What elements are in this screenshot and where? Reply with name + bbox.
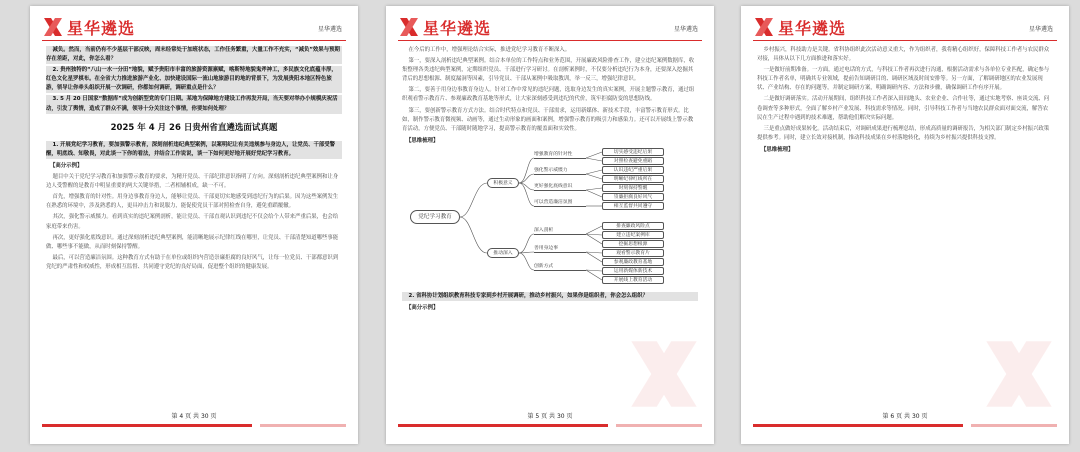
mindmap-child: 更好强化底线意识 (534, 183, 586, 191)
brand-x-logo-icon (398, 16, 420, 38)
brand-logo-text: 星华遴选 (423, 19, 492, 38)
body-paragraph: 三是重点做好成果转化。活动结束后，对调研成果进行梳理总结，形成高质量的调研报告，为相关部门制定乡村振兴政策提供参考。同时，建立长效对接机制，推动科技成果在乡村落地转化，持续为乡村振兴提供科技支撑。 (757, 125, 1050, 141)
brand-x-logo-icon (753, 16, 775, 38)
body-paragraph: 其次，强化警示威慑力。看到真实的违纪案例剖析，能让党员、干部直观认识到违纪不仅会给个人带来严重后果，也会给家庭带来伤害。 (46, 214, 339, 230)
mindmap-branch: 推动深入 (487, 248, 519, 258)
mindmap-detail: 参观廉政教育基地 (602, 258, 664, 266)
mindmap-detail: 建立违纪案例库 (602, 231, 664, 239)
mindmap-child: 深入剖析 (534, 227, 586, 235)
mindmap-label: 【思维梳理】 (761, 146, 794, 153)
page-header (753, 16, 1057, 38)
highlighted-paragraph: 3. 5 月 20 日国家“数据库”成为创新型党的专门日期。某地为保障地方建设工作再发开局，当天要对举办小规模庆祝活动，引发了舆情，造成了群众不满，领导十分关注这个事情，你要如何处理？ (46, 95, 342, 113)
watermark-x-icon (979, 334, 1059, 414)
body-paragraph: 题目中关于党纪学习教育和加强警示教育的要求，为精开党员、干部纪律意识指明了方向。深刻剖析违纪典型案例和让身边人受警醒的是教育中明显重要的两大关键举措，二者相辅相成，缺一不可。 (46, 174, 339, 190)
footer-bar-red (753, 424, 963, 427)
header-divider (398, 40, 702, 41)
brand-logo-text: 星华遴选 (67, 19, 136, 38)
footer-bar-red (42, 424, 252, 427)
body-paragraph: 一是做好前期准备。一方面，通过电话的方式，与科技工作者再次进行沟通，根据活动需求与各单位专业匹配，确定参与科技工作者名单，明确其专业领域，提前告知调研目的、调研区域及时间安排等。另一方面，了解调研地区的农业发展现状、产业结构、存在的问题等，并制定调研方案，明确调研内容、方法和步骤，确保调研工作有序开展。 (757, 67, 1050, 92)
mindmap-detail: 相互监督共同遵守 (602, 202, 664, 210)
page-body (757, 46, 1053, 157)
mindmap-root: 党纪学习教育 (410, 210, 460, 224)
page-number: 第 4 页 共 30 页 (171, 413, 217, 420)
mindmap-detail: 对照检查避免重蹈 (602, 157, 664, 165)
page-header (42, 16, 346, 38)
footer-bar-pink (971, 424, 1057, 427)
page-header (398, 16, 702, 38)
highlighted-paragraph: 减负。然而，当前仍有不少基层干部反映，周末经常处于加班状态，工作任务繁重，大量工作不充实，“减负”效果与预期存在差距，对此，你怎么看？ (46, 46, 342, 64)
mindmap-detail: 观看警示教育片 (602, 249, 664, 257)
mindmap-detail: 崇廉拒腐良好风气 (602, 193, 664, 201)
body-paragraph: 最后，可以营造廉洁氛围。这种教育方式有助于在单位或组织内营造崇廉拒腐的良好风气，让每一位党员、干部都意识到党纪的严肃性和权威性，形成相互监督、共同遵守党纪的良好局面，促进整个组织的健康发展。 (46, 254, 339, 270)
mindmap-child: 创新方式 (534, 263, 586, 271)
brand-logo-text: 星华遴选 (778, 19, 847, 38)
mindmap-child: 强化警示威慑力 (534, 167, 586, 175)
mindmap-detail: 挖掘思想根源 (602, 240, 664, 248)
footer-bar-red (398, 424, 608, 427)
body-paragraph: 第三，要创新警示教育方式方法。结合时代特点和党员、干部需求，运用新媒体、新技术手段，丰富警示教育形式。比如，制作警示教育微视频、动画等，通过生动形象的画面和案例，增强警示教育的吸引力和感染力。还可以开展线上警示教育活动，方便党员、干部随时随地学习，提高警示教育的覆盖面和实效性。 (402, 107, 694, 132)
document-page-5 (386, 6, 714, 444)
document-page-6 (741, 6, 1069, 444)
question-2: 2. 省科协计划组织教育科技专家到乡村开展调研，推动乡村振兴，如果你是组织者，你会怎么组织？ (402, 292, 698, 301)
header-right-label: 星华遴选 (317, 26, 342, 33)
mindmap-detail: 开展线上教育活动 (602, 276, 664, 284)
body-paragraph: 乡村振兴，科技助力是关键。省科协组织此次活动意义重大，作为组织者，我将精心组织好，保障科技工作者与农民群众对接，具体从以下几方面推进和落实好。 (757, 47, 1050, 63)
highlighted-paragraph: 2. 贵州独特的“八山一水一分田”地貌，赋予贵阳市丰富的旅游资源禀赋，喀斯特地貌鬼斧神工，多民族文化底蕴丰厚，红色文化星罗棋布。在全省大力推进旅游产业化、加快建设国际一流山地旅游目的地的背景下，为发展贵阳本地区特色旅游，领导让你牵头组织开展一次调研，你都如何调研，调研重点是什么？ (46, 66, 342, 93)
mindmap-detail: 排查廉政风险点 (602, 222, 664, 230)
footer-bar-pink (260, 424, 346, 427)
mindmap-label: 【思维梳理】 (406, 137, 439, 144)
mindmap-detail: 切实感受违纪后果 (602, 148, 664, 156)
document-page-4 (30, 6, 358, 444)
sample-answer-label: 【高分示例】 (406, 305, 439, 312)
body-paragraph: 第二，要善于用身边事教育身边人。针对工作中常见的违纪问题，选取身边发生的真实案例，开展主题警示教育，通过组织观看警示教育片、参观廉政教育基地等形式，让大家深刻感受到违纪的代价，筑牢拒腐防变的思想防线。 (402, 87, 695, 103)
mindmap-child: 增强教育的针对性 (534, 151, 586, 159)
header-right-label: 星华遴选 (1028, 26, 1053, 33)
mindmap-detail: 时刻保持警醒 (602, 184, 664, 192)
body-paragraph: 第一，要深入剖析违纪典型案例。结合本单位的工作特点和业务范围，开展廉政风险排查工作，建立违纪案例数据库，收集整理各类违纪典型案例，定期组织党员、干部进行学习研讨。在剖析案例时，不仅要分析违纪行为本身，还要深入挖掘其背后的思想根源、制度漏洞等因素，引导党员、干部从案例中吸取教训，举一反三，增强纪律意识。 (402, 58, 695, 83)
footer-bar-pink (616, 424, 702, 427)
question-1: 1. 开展党纪学习教育，要加强警示教育，深刻剖析违纪典型案例，以案明纪让有关违规参与身边人，让党员、干部受警醒，明底线、知敬畏，对此谈一下你的看法，并结合工作说说，谈一下如何更好地开展好党纪学习教育。 (46, 141, 342, 159)
brand-x-logo-icon (42, 16, 64, 38)
body-paragraph: 再次，更好强化底线意识。通过深刻剖析违纪典型案例，能清晰地展示纪律红线在哪里，让党员、干部清楚知道哪些事能做、哪些事不能做，从而时刻保持警醒。 (46, 234, 339, 250)
exam-title: 2025 年 4 月 26 日贵州省直遴选面试真题 (110, 122, 278, 133)
header-right-label: 星华遴选 (673, 26, 698, 33)
body-paragraph: 首先，增强教育的针对性。用身边事教育身边人，能够让党员、干部更切实地感受到违纪行为的后果。因为这些案例发生在熟悉的环境中，涉及熟悉的人，更具冲击力和说服力，能促使党员干部对照检查自身，避免重蹈覆辙。 (46, 194, 339, 210)
sample-answer-label: 【高分示例】 (50, 162, 83, 169)
page-body (402, 46, 698, 315)
mindmap-detail: 运用新媒体新技术 (602, 267, 664, 275)
header-divider (753, 40, 1057, 41)
watermark-x-icon (624, 334, 704, 414)
body-paragraph: 二是做好调研落实。活动开展期间，组织科技工作者深入田间地头、农业企业、合作社等，通过实地考察、座谈交流、问卷调查等多种形式，全面了解乡村产业发展、科技需求等情况。同时，引导科技工作者与当地农民群众面对面交流，解答农民在生产过程中遇到的技术难题，帮助他们解决实际问题。 (757, 96, 1050, 121)
mindmap-branch: 积极意义 (487, 178, 519, 188)
mindmap-child: 善用身边事 (534, 245, 586, 253)
mindmap-child: 可以营造廉洁氛围 (534, 199, 586, 207)
mind-map (402, 148, 698, 288)
mindmap-detail: 认识违纪严重后果 (602, 166, 664, 174)
page-number: 第 5 页 共 30 页 (527, 413, 573, 420)
header-divider (42, 40, 346, 41)
mindmap-detail: 明晰纪律红线所在 (602, 175, 664, 183)
page-body (46, 46, 342, 274)
body-paragraph: 在今后的工作中，增强理论结合实际，推进党纪学习教育不断深入。 (408, 47, 571, 53)
page-number: 第 6 页 共 30 页 (882, 413, 928, 420)
